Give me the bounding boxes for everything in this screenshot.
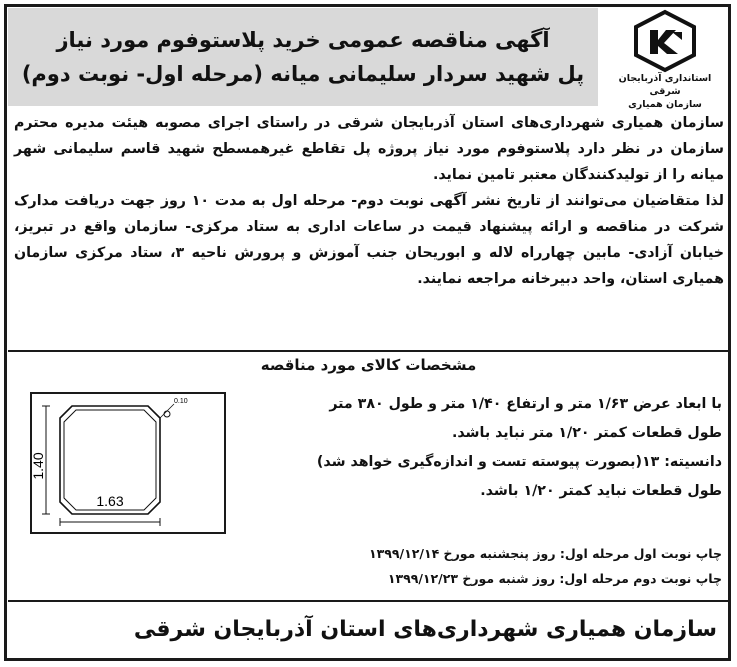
footer-signature: سازمان همیاری شهرداری‌های استان آذربایجان شرقی [8,600,729,655]
cross-section-diagram [30,392,226,534]
width-dimension-label: 1.63 [96,493,124,509]
spec-line-min-length: طول قطعات کمتر ۱/۲۰ متر نباید باشد. [451,425,722,441]
cross-section-drawing [32,394,224,532]
second-publication-date: چاپ نوبت دوم مرحله اول: روز شنبه مورخ ۱۳۹۹/۱۲/۲۳ [387,571,722,586]
title-line-2: پل شهید سردار سلیمانی میانه (مرحله اول- نوبت دوم) [21,62,585,86]
specs-section-title: مشخصات کالای مورد مناقصه [8,350,729,378]
notice-body [14,110,724,292]
organization-logo [603,10,727,110]
title-line-1: آگهی مناقصه عمومی خرید پلاستوفوم مورد نیاز [56,28,550,52]
logo-emblem-icon [632,10,698,72]
first-publication-date: چاپ نوبت اول مرحله اول: روز پنجشنبه مورخ ۱۳۹۹/۱۲/۱۴ [369,546,722,561]
spec-line-dimensions: با ابعاد عرض ۱/۶۳ متر و ارتفاع ۱/۴۰ متر و طول ۳۸۰ متر [329,396,722,412]
notice-title [8,8,598,106]
logo-text-line-1: استانداری آذربایجان شرقی [618,73,712,97]
corner-dimension-label: 0.10 [174,398,188,405]
specs-list [228,390,722,506]
body-paragraph-1: سازمان همیاری شهرداری‌های استان آذربایجان شرقی در راستای اجرای مصوبه هیئت مدیره محترم سازمان در نظر دارد پلاستوفوم مورد نیاز پروژه پل تقاطع غیرهمسطح شهید قاسم سلیمانی شهر میانه را از تولیدکنندگان معتبر تامین نماید. [14,115,724,183]
spec-line-density: دانسیته: ۱۳(بصورت پیوسته تست و اندازه‌گیری خواهد شد) [316,454,722,470]
spec-line-piece-length: طول قطعات نباید کمتر ۱/۲۰ باشد. [480,483,722,499]
logo-text-line-2: سازمان همیاری [628,99,702,110]
publication-dates [330,541,722,591]
height-dimension-label: 1.40 [30,452,46,480]
body-paragraph-2: لذا متقاضیان می‌توانند از تاریخ نشر آگهی نوبت دوم- مرحله اول به مدت ۱۰ روز جهت دریافت مدارک شرکت در مناقصه و ارائه پیشنهاد قیمت در ساعات اداری به ستاد مرکزی- سازمان واقع در تبریز، خیابان آزادی- مابین چهارراه لاله و ابوریحان جنب آموزش و پرورش ناحیه ۳، ستاد مرکزی سازمان همیاری استان، واحد دبیرخانه مراجعه نمایند. [14,193,725,287]
